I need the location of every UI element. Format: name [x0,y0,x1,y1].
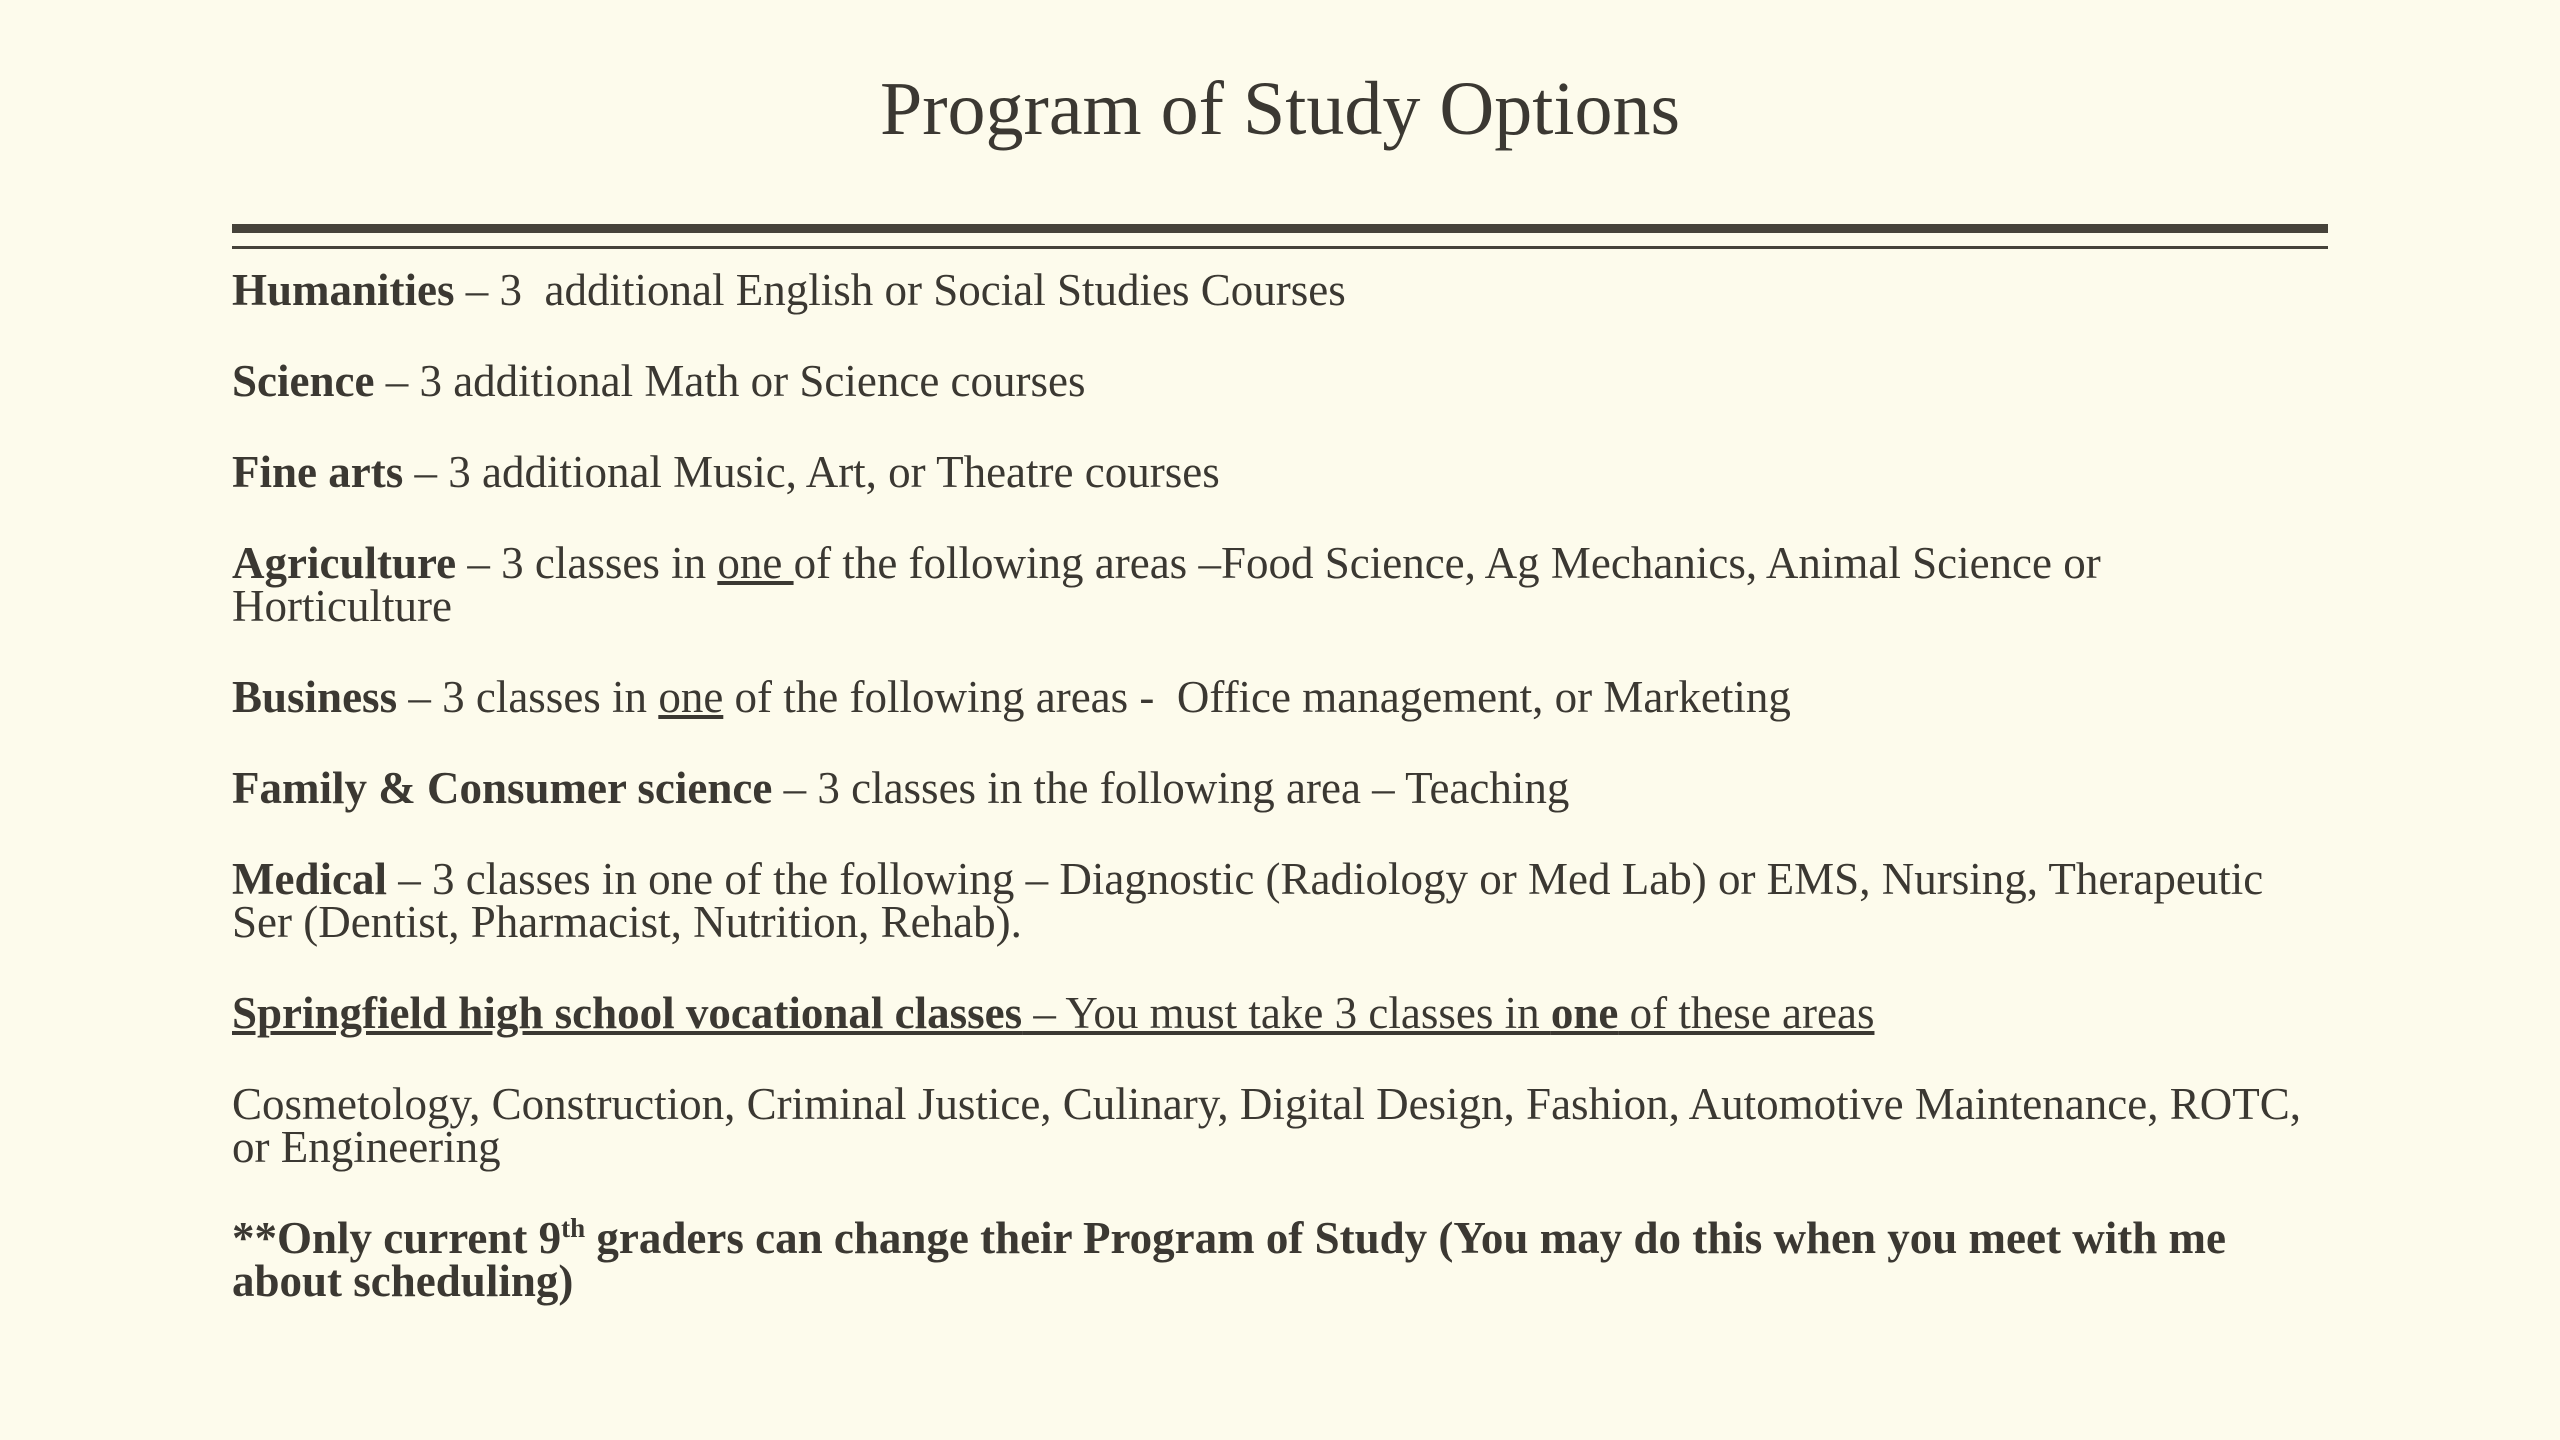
text-segment: **Only current 9 [232,1212,562,1263]
text-segment: – 3 classes in one of the following – Diagnostic (Radiology or Med Lab) or EMS, Nursing, Therapeutic Ser (Dentist, Pharmacist, Nutrition, Rehab). [232,853,2275,947]
program-item-family-consumer-science [232,762,2328,813]
note-ninth-graders [232,1212,2328,1306]
program-item-business [232,671,2328,722]
text-segment: one [717,537,794,588]
program-item-humanities [232,264,2328,315]
text-segment: Agriculture [232,537,457,588]
slide [0,68,2560,1440]
text-segment: of the following areas –Food Science, Ag Mechanics, Animal Science or Horticulture [232,537,2112,631]
text-segment: Medical [232,853,387,904]
content-area [232,224,2328,1306]
text-segment: one [658,671,724,722]
program-item-fine-arts [232,446,2328,497]
text-segment: Science [232,355,375,406]
text-segment: graders can change their Program of Study (You may do this when you meet with me about scheduling) [232,1212,2238,1306]
text-segment: – 3 additional Music, Art, or Theatre courses [403,446,1220,497]
text-segment: Springfield high school vocational classes [232,987,1023,1038]
text-segment: of the following areas - Office management, or Marketing [723,671,1791,722]
text-segment: th [561,1212,586,1243]
text-segment: of these areas [1618,987,1875,1038]
text-segment: – You must take 3 classes in [1022,987,1551,1038]
text-segment: – 3 additional English or Social Studies Courses [454,264,1346,315]
text-segment: – 3 classes in [456,537,718,588]
text-segment: one [1550,987,1619,1038]
program-item-springfield-vocational [232,987,2328,1038]
program-item-vocational-areas [232,1078,2328,1172]
program-item-agriculture [232,537,2328,631]
text-segment: – 3 additional Math or Science courses [374,355,1086,406]
text-segment: Cosmetology, Construction, Criminal Justice, Culinary, Digital Design, Fashion, Automotive Maintenance, ROTC, or Engineering [232,1078,2313,1172]
program-list [232,249,2328,1306]
text-segment: Family & Consumer science [232,762,773,813]
text-segment: Humanities [232,264,455,315]
page-title: Program of Study Options [879,67,1681,151]
text-segment: Fine arts [232,446,404,497]
text-segment: Business [232,671,398,722]
text-segment: – 3 classes in the following area – Teaching [772,762,1570,813]
program-item-science [232,355,2328,406]
program-item-medical [232,853,2328,947]
horizontal-divider [232,224,2328,249]
text-segment: – 3 classes in [397,671,659,722]
